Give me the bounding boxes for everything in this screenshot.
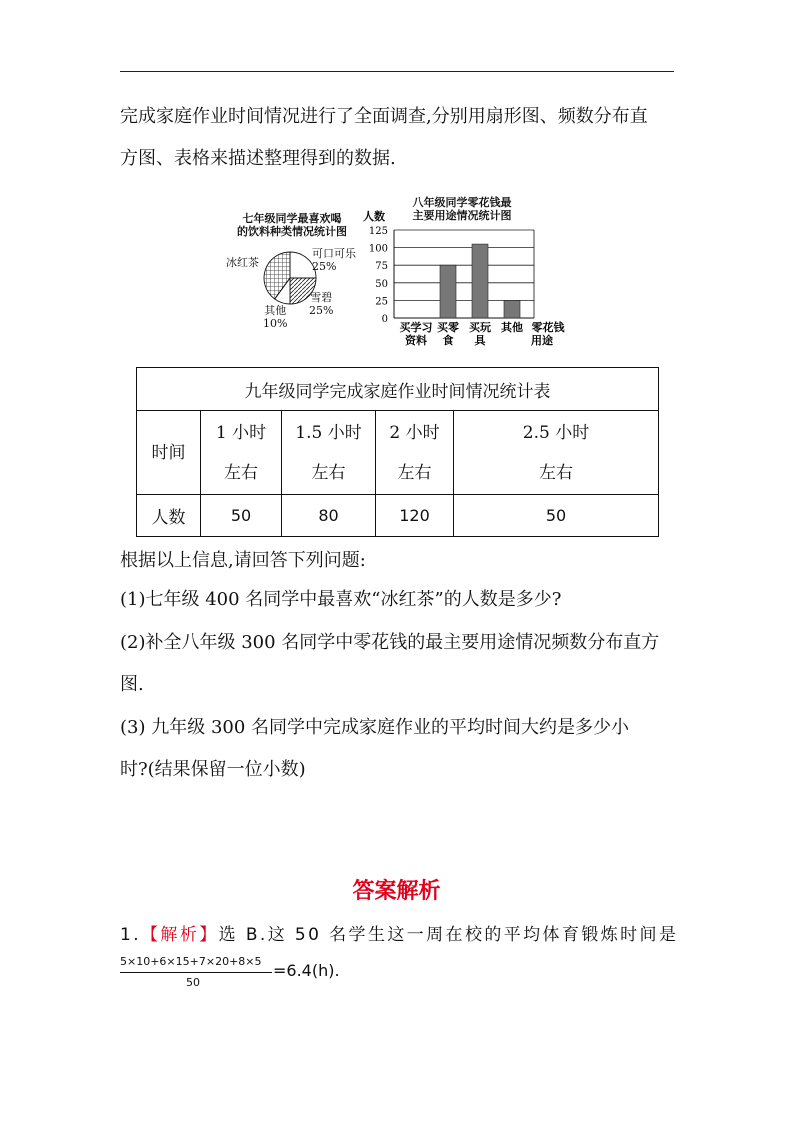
pie-label-xuebi-pct: 25%: [309, 304, 334, 317]
bar-chart: [362, 206, 582, 352]
bar-x-tick-line1: 买学习: [399, 321, 433, 334]
table-header-cell: 1.5 小时 左右: [282, 411, 376, 495]
bar-title-line2: 主要用途情况统计图: [412, 209, 512, 222]
fraction-result: =6.4(h).: [273, 961, 340, 980]
table-header-cell: 2.5 小时 左右: [454, 411, 659, 495]
table-header-cell: 2 小时 左右: [376, 411, 454, 495]
fraction-denominator: 50: [186, 976, 200, 989]
top-rule: [120, 71, 674, 72]
bar-y-tick: 0: [381, 314, 388, 325]
pie-label-xuebi-name: 雪碧: [310, 291, 333, 304]
pie-label-qita-name: 其他: [264, 304, 287, 317]
pie-label-qita: [263, 304, 287, 330]
pie-label-xuebi: [309, 291, 333, 317]
table-cell: 50: [201, 495, 282, 537]
ninth-grade-table: [136, 367, 659, 537]
bar-y-tick: 100: [368, 243, 388, 255]
bar-x-tick-line1: 买玩: [469, 321, 491, 334]
bar-y-tick: 25: [375, 296, 388, 308]
bar-y-tick: 125: [368, 226, 388, 237]
bar-y-tick: 75: [375, 261, 388, 273]
bar-x-label-line1: 零花钱: [531, 321, 565, 334]
pie-label-kele: [312, 247, 356, 273]
bar-title-line1: 八年级同学零花钱最: [412, 196, 512, 209]
bar-x-label-line2: 用途: [531, 334, 553, 347]
intro-line-1: 完成家庭作业时间情况进行了全面调查,分别用扇形图、频数分布直: [120, 106, 648, 127]
answers-heading: 答案解析: [352, 878, 441, 904]
question-2-line1: (2)补全八年级 300 名同学中零花钱的最主要用途情况频数分布直方: [120, 632, 660, 653]
question-1: (1)七年级 400 名同学中最喜欢“冰红茶”的人数是多少?: [120, 589, 562, 610]
table-cell: 80: [282, 495, 376, 537]
table-row-label-time: 时间: [137, 411, 201, 495]
answer-1-text: 选 B.这 50 名学生这一周在校的平均体育锻炼时间是: [218, 925, 679, 945]
question-3-line2: 时?(结果保留一位小数): [120, 759, 306, 780]
table-row-label-count: 人数: [137, 495, 201, 537]
table-cell: 50: [454, 495, 659, 537]
pie-title: [222, 212, 362, 238]
bar: [504, 300, 520, 318]
bar-x-tick-line2: 具: [474, 334, 486, 347]
bar: [472, 244, 488, 318]
answer-1-tag: 【解析】: [141, 925, 219, 945]
bar: [440, 265, 456, 318]
intro-line-2: 方图、表格来描述整理得到的数据.: [120, 148, 396, 169]
pie-title-line2: 的饮料种类情况统计图: [237, 225, 347, 238]
table-header-cell: 1 小时 左右: [201, 411, 282, 495]
pie-label-kele-pct: 25%: [312, 260, 337, 273]
answer-1: [120, 920, 678, 945]
bar-x-tick-line2: 资料: [405, 334, 427, 347]
pie-label-bingcha: 冰红茶: [226, 256, 259, 269]
pie-label-kele-name: 可口可乐: [312, 247, 356, 260]
answer-1-number: 1.: [120, 925, 142, 945]
bar-x-tick-line2: 食: [442, 334, 454, 347]
bar-x-tick-line1: 其他: [501, 321, 523, 334]
fraction-numerator: 5×10+6×15+7×20+8×5: [120, 955, 262, 968]
pie-title-line1: 七年级同学最喜欢喝: [242, 212, 342, 225]
question-2-line2: 图.: [120, 674, 144, 695]
bar-y-label: 人数: [363, 210, 385, 223]
table-cell: 120: [376, 495, 454, 537]
fraction-bar: [120, 972, 272, 973]
bar-x-tick-line1: 买零: [437, 321, 459, 334]
bar-y-tick: 50: [375, 278, 388, 290]
questions-lead: 根据以上信息,请回答下列问题:: [120, 550, 366, 571]
question-3-line1: (3) 九年级 300 名同学中完成家庭作业的平均时间大约是多少小: [120, 717, 630, 738]
pie-label-qita-pct: 10%: [263, 317, 288, 330]
table-title: 九年级同学完成家庭作业时间情况统计表: [137, 368, 659, 411]
